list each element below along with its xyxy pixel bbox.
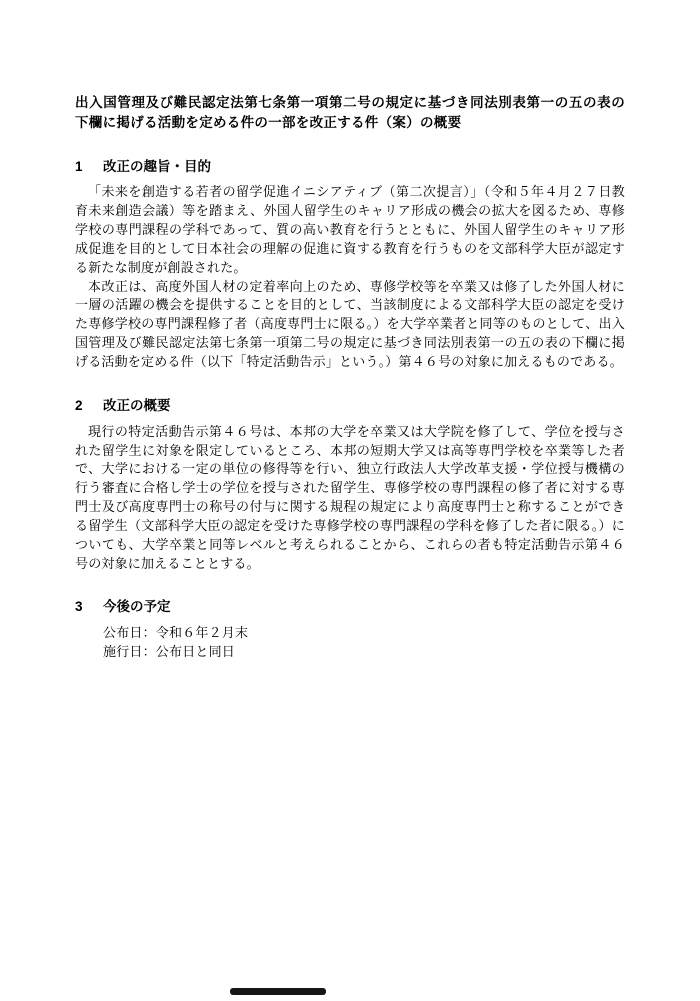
- section-1-paragraph-1: 「未来を創造する若者の留学促進イニシアティブ（第二次提言）」（令和５年４月２７日教育未来創造会議）等を踏まえ、外国人留学生のキャリア形成の機会の拡大を図るため、専修学校の専門課程の学科であって、質の高い教育を行うとともに、外国人留学生のキャリア形成促進を目的として日本社会の理解の促進に資する教育を行うものを文部科学大臣が認定する新たな制度が創設された。: [75, 184, 625, 275]
- section-2-paragraph-1: 現行の特定活動告示第４６号は、本邦の大学を卒業又は大学院を修了して、学位を授与された留学生に対象を限定しているところ、本邦の短期大学又は高等専門学校を卒業等した者で、大学における一定の単位の修得等を行い、独立行政法人大学改革支援・学位授与機構の行う審査に合格し学士の学位を授与された留学生、専修学校の専門課程の修了者に対する専門士及び高度専門士の称号の付与に関する規程の規定により高度専門士と称することができる留学生（文部科学大臣の認定を受けた専修学校の専門課程の学科を修了した者に限る。）についても、大学卒業と同等レベルと考えられることから、これらの者も特定活動告示第４６号の対象に加えることとする。: [75, 423, 625, 571]
- section-1-heading: [75, 158, 625, 177]
- section-2-heading: [75, 397, 625, 416]
- promulgation-date-line: 公布日：令和６年２月末: [103, 625, 249, 641]
- section-1-heading-text: 改正の趣旨・目的: [103, 158, 211, 174]
- section-3-number: 3: [75, 599, 83, 615]
- section-3-heading-text: 今後の予定: [103, 599, 171, 615]
- section-2-heading-text: 改正の概要: [103, 397, 171, 413]
- document-title: 出入国管理及び難民認定法第七条第一項第二号の規定に基づき同法別表第一の五の表の下欄に掲げる活動を定める件の一部を改正する件（案）の概要: [75, 95, 625, 131]
- section-3-heading: [75, 598, 625, 617]
- section-2: [75, 397, 625, 574]
- section-1: [75, 158, 625, 372]
- section-2-number: 2: [75, 397, 83, 413]
- section-1-number: 1: [75, 158, 83, 174]
- section-1-paragraph-2: 本改正は、高度外国人材の定着率向上のため、専修学校等を卒業又は修了した外国人材に一層の活躍の機会を提供することを目的として、当該制度による文部科学大臣の認定を受けた専修学校の専門課程修了者（高度専門士に限る。）を大学卒業者と同等のものとして、出入国管理及び難民認定法第七条第一項第二号の規定に基づき同法別表第一の五の表の下欄に掲げる活動を定める件（以下「特定活動告示」という。）第４６号の対象に加えるものである。: [75, 278, 625, 369]
- section-3: [75, 598, 625, 662]
- bottom-edge-bar: [230, 988, 326, 995]
- enforcement-date-line: 施行日：公布日と同日: [103, 644, 236, 660]
